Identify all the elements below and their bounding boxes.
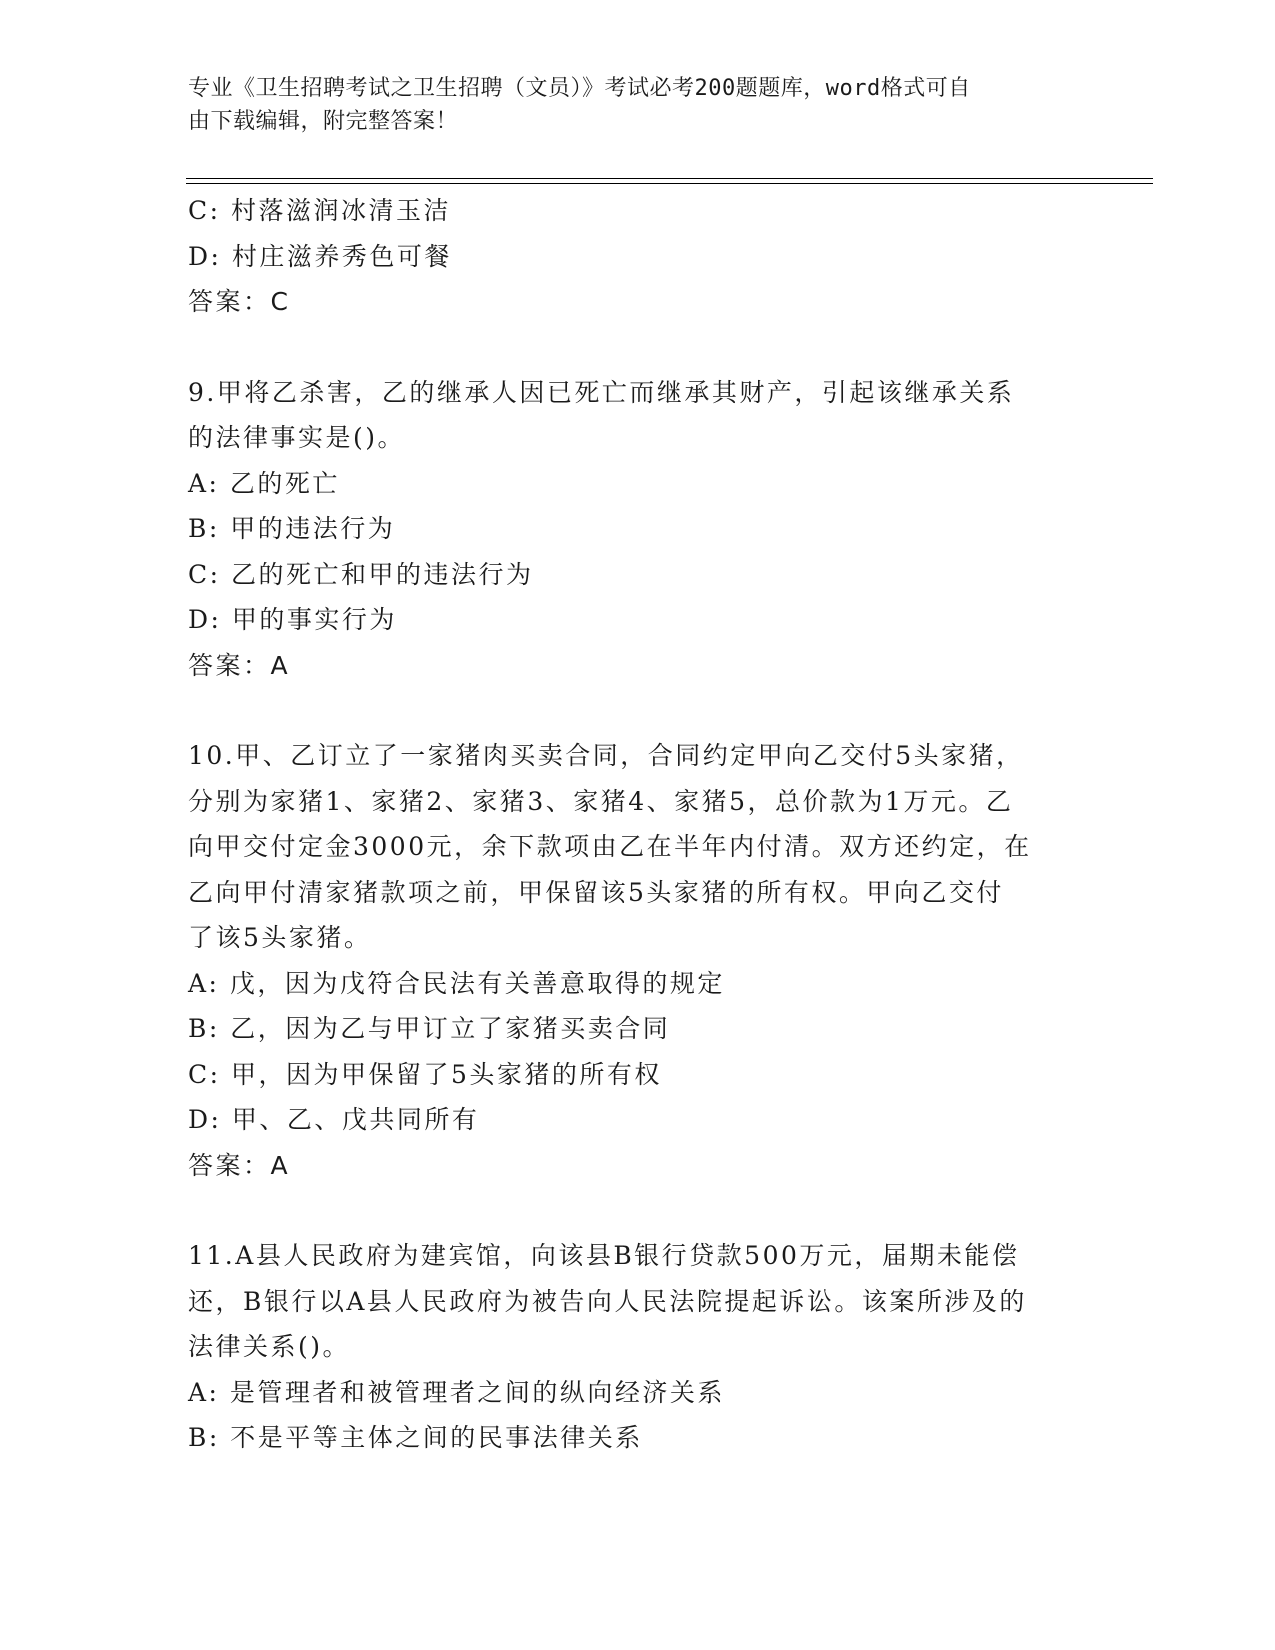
question-stem: 10.甲、乙订立了一家猪肉买卖合同，合同约定甲向乙交付5头家猪， (188, 741, 1024, 770)
question-stem: 分别为家猪1、家猪2、家猪3、家猪4、家猪5，总价款为1万元。乙 (188, 786, 1014, 816)
question-stem: 11.A县人民政府为建宾馆，向该县B银行贷款500万元，届期未能偿 (188, 1241, 1020, 1270)
question-stem: 的法律事实是()。 (188, 423, 406, 452)
answer-line: 答案：C (188, 287, 291, 316)
option-b: B: 甲的违法行为 (188, 514, 396, 543)
option-d: D: 甲、乙、戊共同所有 (188, 1105, 480, 1134)
question-11 (188, 1233, 1088, 1461)
answer-line: 答案：A (188, 650, 291, 680)
header-line-1: 专业《卫生招聘考试之卫生招聘（文员）》考试必考200题题库，word格式可自 (188, 76, 971, 101)
header-line-2: 由下载编辑，附完整答案！ (188, 109, 459, 134)
option-d: D: 村庄滋养秀色可餐 (188, 241, 452, 271)
option-a: A: 是管理者和被管理者之间的纵向经济关系 (188, 1377, 725, 1407)
header-rule-bottom (186, 183, 1153, 184)
question-stem: 还，B银行以A县人民政府为被告向人民法院提起诉讼。该案所涉及的 (188, 1286, 1027, 1316)
spacer (188, 1188, 1088, 1233)
option-c: C: 村落滋润冰清玉洁 (188, 196, 451, 225)
question-list (188, 188, 1088, 1461)
question-stem: 向甲交付定金3000元，余下款项由乙在半年内付清。双方还约定，在 (188, 832, 1032, 861)
option-d: D: 甲的事实行为 (188, 605, 397, 634)
question-10 (188, 733, 1088, 1188)
header-rule-top (186, 178, 1153, 179)
question-stem: 法律关系()。 (188, 1332, 351, 1361)
option-b: B: 乙，因为乙与甲订立了家猪买卖合同 (188, 1014, 671, 1043)
spacer (188, 325, 1088, 370)
question-9 (188, 370, 1088, 689)
question-stem: 了该5头家猪。 (188, 923, 372, 952)
question-stem: 9.甲将乙杀害，乙的继承人因已死亡而继承其财产，引起该继承关系 (188, 377, 1015, 407)
answer-line: 答案：A (188, 1150, 291, 1180)
question-stem: 乙向甲付清家猪款项之前，甲保留该5头家猪的所有权。甲向乙交付 (188, 877, 1004, 907)
option-a: A: 乙的死亡 (188, 468, 340, 498)
option-c: C: 甲，因为甲保留了5头家猪的所有权 (188, 1059, 662, 1089)
question-8-tail (188, 188, 1088, 325)
spacer (188, 688, 1088, 733)
option-b: B: 不是平等主体之间的民事法律关系 (188, 1423, 643, 1452)
option-c: C: 乙的死亡和甲的违法行为 (188, 559, 534, 589)
document-header (188, 72, 1068, 138)
option-a: A: 戊，因为戊符合民法有关善意取得的规定 (188, 968, 725, 998)
